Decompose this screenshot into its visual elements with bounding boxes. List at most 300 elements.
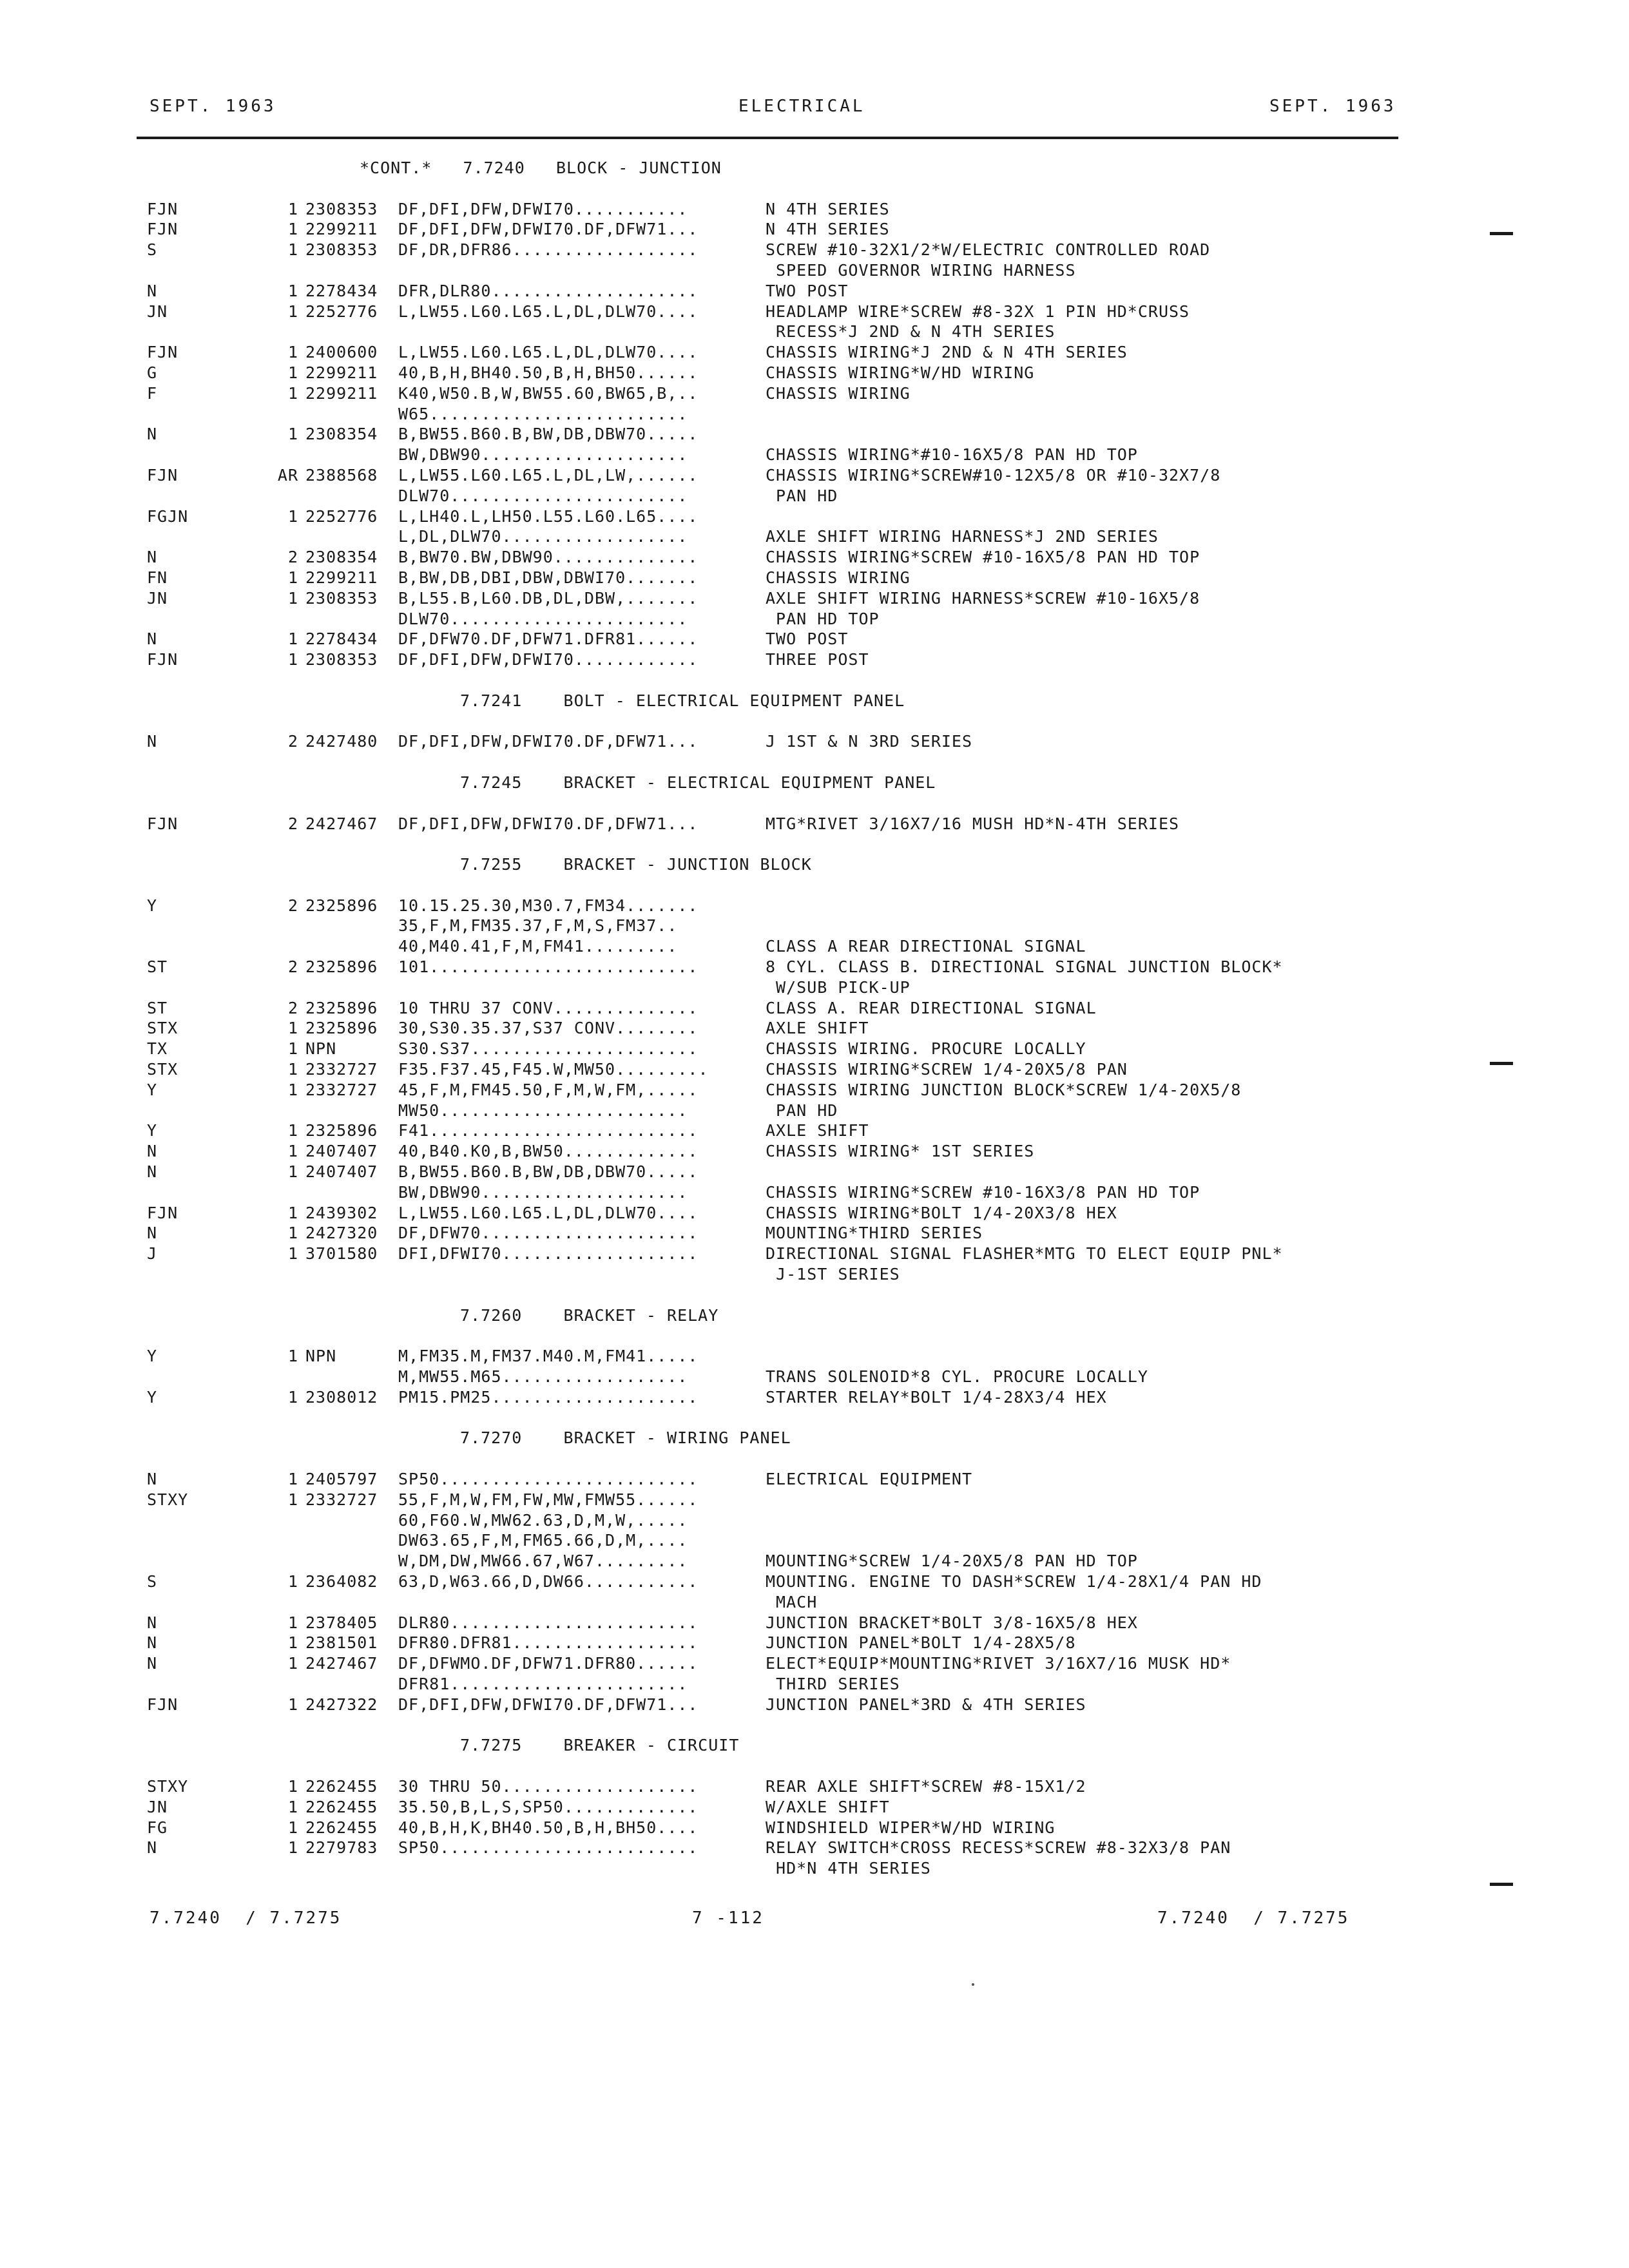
model-code: FJN — [147, 650, 178, 669]
model-code: N — [147, 548, 158, 567]
part-description: HD*N 4TH SERIES — [766, 1859, 931, 1878]
parts-row — [147, 1838, 1436, 1858]
section-heading: 7.7275 BREAKER - CIRCUIT — [460, 1736, 740, 1755]
model-code: N — [147, 1142, 158, 1161]
model-list: DFI,DFWI70................... — [398, 1244, 699, 1264]
parts-row — [147, 1695, 1436, 1715]
model-code: JN — [147, 302, 168, 321]
model-code: STX — [147, 1060, 178, 1079]
part-number: 2364082 — [305, 1571, 378, 1591]
parts-row — [147, 260, 1436, 281]
model-list: L,LH40.L,LH50.L55.L60.L65.... — [398, 506, 699, 526]
quantity: 1 — [287, 650, 298, 669]
part-description: CHASSIS WIRING. PROCURE LOCALLY — [766, 1039, 1086, 1059]
quantity: 1 — [287, 1060, 298, 1079]
quantity: 1 — [287, 343, 298, 362]
parts-list — [147, 158, 1436, 1879]
parts-row — [147, 568, 1436, 588]
parts-row — [147, 383, 1436, 404]
quantity: 1 — [287, 425, 298, 444]
part-number: 2427322 — [305, 1695, 378, 1714]
model-code: STX — [147, 1019, 178, 1038]
model-list: 63,D,W63.66,D,DW66........... — [398, 1571, 699, 1591]
part-number: 2427467 — [305, 1654, 378, 1673]
part-number: 2427480 — [305, 732, 378, 751]
model-code: S — [147, 1571, 158, 1591]
part-description: MTG*RIVET 3/16X7/16 MUSH HD*N-4TH SERIES — [766, 814, 1180, 833]
parts-row — [147, 1469, 1436, 1490]
model-code: J — [147, 1244, 158, 1264]
quantity: 1 — [287, 1818, 298, 1837]
quantity: 1 — [287, 1224, 298, 1243]
part-description: REAR AXLE SHIFT*SCREW #8-15X1/2 — [766, 1776, 1086, 1796]
parts-row — [147, 1776, 1436, 1797]
parts-row — [147, 526, 1436, 547]
quantity: 1 — [287, 1162, 298, 1182]
part-number: 2332727 — [305, 1080, 378, 1099]
quantity: 1 — [287, 1776, 298, 1796]
part-description: MOUNTING*THIRD SERIES — [766, 1224, 983, 1243]
section-heading-row — [147, 691, 1436, 711]
part-number: 2308353 — [305, 650, 378, 669]
part-number: 2279783 — [305, 1838, 378, 1858]
model-list: 60,F60.W,MW62.63,D,M,W,..... — [398, 1510, 688, 1530]
model-code: S — [147, 240, 158, 260]
part-description: CHASSIS WIRING*SCREW#10-12X5/8 OR #10-32X7/8 — [766, 465, 1221, 485]
part-description: CLASS A. REAR DIRECTIONAL SIGNAL — [766, 998, 1097, 1017]
part-number: 2325896 — [305, 1019, 378, 1038]
parts-row — [147, 896, 1436, 916]
part-description: AXLE SHIFT — [766, 1121, 869, 1140]
part-description: DIRECTIONAL SIGNAL FLASHER*MTG TO ELECT EQUIP PNL* — [766, 1244, 1283, 1264]
part-number: 2325896 — [305, 1121, 378, 1140]
model-list: DF,DFI,DFW,DFWI70.DF,DFW71... — [398, 220, 699, 239]
part-description: CHASSIS WIRING — [766, 383, 911, 403]
parts-row — [147, 424, 1436, 445]
part-description: AXLE SHIFT WIRING HARNESS*J 2ND SERIES — [766, 527, 1159, 546]
model-list: B,BW70.BW,DBW90.............. — [398, 548, 699, 567]
model-code: ST — [147, 957, 168, 977]
part-description: AXLE SHIFT — [766, 1019, 869, 1038]
part-number: 2439302 — [305, 1203, 378, 1222]
model-list: F41.......................... — [398, 1121, 699, 1140]
model-list: DFR80.DFR81.................. — [398, 1633, 699, 1653]
parts-row — [147, 506, 1436, 527]
quantity: 1 — [287, 1080, 298, 1099]
quantity: 1 — [287, 1121, 298, 1140]
quantity: 1 — [287, 363, 298, 382]
section-heading-row — [147, 773, 1436, 793]
parts-row — [147, 649, 1436, 670]
section-heading: 7.7241 BOLT - ELECTRICAL EQUIPMENT PANEL — [460, 691, 905, 710]
parts-row — [147, 1367, 1436, 1387]
part-number: 2308353 — [305, 199, 378, 218]
quantity: 1 — [287, 1470, 298, 1488]
part-number: 2299211 — [305, 568, 378, 587]
section-heading: *CONT.* 7.7240 BLOCK - JUNCTION — [360, 159, 722, 177]
model-code: N — [147, 1838, 158, 1858]
part-number: 2405797 — [305, 1470, 378, 1488]
parts-row — [147, 1244, 1436, 1264]
part-number: 2308353 — [305, 588, 378, 608]
model-list: 10 THRU 37 CONV.............. — [398, 998, 699, 1017]
model-list: DF,DFI,DFW,DFWI70.DF,DFW71... — [398, 732, 699, 751]
model-code: N — [147, 1613, 158, 1632]
model-list: SP50......................... — [398, 1470, 699, 1488]
part-description: CHASSIS WIRING — [766, 568, 911, 587]
part-number: 2278434 — [305, 281, 378, 300]
part-description: W/SUB PICK-UP — [766, 977, 911, 997]
model-list: L,LW55.L60.L65.L,DL,DLW70.... — [398, 302, 699, 321]
footer-page-number: 7 -112 — [692, 1908, 764, 1928]
part-description: N 4TH SERIES — [766, 199, 890, 218]
model-list: DF,DFWMO.DF,DFW71.DFR80...... — [398, 1654, 699, 1673]
part-number: 2252776 — [305, 302, 378, 321]
header-section-title: ELECTRICAL — [738, 97, 865, 116]
section-heading-row — [147, 1428, 1436, 1448]
quantity: 1 — [287, 1490, 298, 1509]
part-number: 2299211 — [305, 220, 378, 239]
parts-row — [147, 1162, 1436, 1182]
part-description: JUNCTION PANEL*3RD & 4TH SERIES — [766, 1695, 1086, 1714]
parts-row — [147, 445, 1436, 465]
quantity: 1 — [287, 281, 298, 300]
model-list: DF,DFI,DFW,DFWI70.DF,DFW71... — [398, 814, 699, 833]
parts-row — [147, 916, 1436, 936]
page-speck — [972, 1983, 974, 1986]
part-number: NPN — [305, 1347, 337, 1366]
model-list: M,MW55.M65.................. — [398, 1367, 688, 1387]
model-list: B,BW,DB,DBI,DBW,DBWI70....... — [398, 568, 699, 587]
parts-row — [147, 1490, 1436, 1510]
quantity: 1 — [287, 588, 298, 608]
part-number: 2299211 — [305, 383, 378, 403]
parts-row — [147, 1858, 1436, 1879]
part-description: N 4TH SERIES — [766, 220, 890, 239]
quantity: 1 — [287, 302, 298, 321]
model-code: FN — [147, 568, 168, 587]
parts-row — [147, 1797, 1436, 1818]
model-code: N — [147, 281, 158, 300]
model-list: DF,DR,DFR86.................. — [398, 240, 699, 260]
part-description: CHASSIS WIRING*SCREW #10-16X5/8 PAN HD TOP — [766, 548, 1200, 567]
model-list: B,BW55.B60.B,BW,DB,DBW70..... — [398, 1162, 699, 1182]
model-code: N — [147, 732, 158, 751]
parts-row — [147, 240, 1436, 260]
section-heading: 7.7260 BRACKET - RELAY — [460, 1305, 719, 1325]
model-list: DF,DFI,DFW,DFWI70.DF,DFW71... — [398, 1695, 699, 1714]
model-code: N — [147, 629, 158, 649]
part-description: SCREW #10-32X1/2*W/ELECTRIC CONTROLLED ROAD — [766, 240, 1211, 260]
part-number: NPN — [305, 1039, 337, 1059]
parts-row — [147, 342, 1436, 363]
quantity: 1 — [287, 1571, 298, 1591]
footer-range-left: 7.7240 / 7.7275 — [149, 1908, 342, 1928]
parts-row — [147, 1613, 1436, 1633]
model-code: Y — [147, 896, 158, 915]
margin-mark — [1490, 1883, 1513, 1886]
parts-row — [147, 363, 1436, 383]
model-list: BW,DBW90.................... — [398, 445, 688, 465]
part-description: CHASSIS WIRING*SCREW 1/4-20X5/8 PAN — [766, 1060, 1128, 1079]
model-code: FGJN — [147, 506, 189, 526]
part-number: 2262455 — [305, 1797, 378, 1816]
model-code: FJN — [147, 220, 178, 239]
part-description: TWO POST — [766, 629, 849, 649]
header-rule — [137, 137, 1398, 139]
part-number: 2325896 — [305, 896, 378, 915]
part-number: 2325896 — [305, 998, 378, 1017]
parts-row — [147, 731, 1436, 752]
quantity: 1 — [287, 629, 298, 649]
parts-row — [147, 281, 1436, 302]
model-list: 40,B,H,BH40.50,B,H,BH50...... — [398, 363, 699, 382]
model-list: DLR80........................ — [398, 1613, 699, 1632]
section-spacer — [147, 752, 1436, 773]
quantity: 1 — [287, 1654, 298, 1673]
quantity: 2 — [287, 814, 298, 833]
model-list: DF,DFW70.DF,DFW71.DFR81...... — [398, 629, 699, 649]
quantity: 1 — [287, 1797, 298, 1816]
model-list: B,BW55.B60.B,BW,DB,DBW70..... — [398, 425, 699, 444]
part-number: 2427320 — [305, 1224, 378, 1243]
part-number: 2308012 — [305, 1387, 378, 1407]
parts-row — [147, 1571, 1436, 1592]
section-spacer — [147, 1715, 1436, 1736]
part-number: 2400600 — [305, 343, 378, 362]
model-list: M,FM35.M,FM37.M40.M,FM41..... — [398, 1347, 699, 1366]
part-number: 2262455 — [305, 1818, 378, 1837]
part-description: THREE POST — [766, 650, 869, 669]
section-spacer — [147, 793, 1436, 814]
model-list: DW63.65,F,M,FM65.66,D,M,.... — [398, 1531, 688, 1550]
part-description: MOUNTING. ENGINE TO DASH*SCREW 1/4-28X1/4 PAN HD — [766, 1571, 1262, 1591]
parts-row — [147, 1346, 1436, 1367]
section-spacer — [147, 875, 1436, 896]
part-description: HEADLAMP WIRE*SCREW #8-32X 1 PIN HD*CRUSS — [766, 302, 1190, 321]
model-list: 30,S30.35.37,S37 CONV........ — [398, 1019, 699, 1038]
quantity: 1 — [287, 1019, 298, 1038]
quantity: 1 — [287, 240, 298, 260]
model-code: FJN — [147, 814, 178, 833]
parts-row — [147, 609, 1436, 629]
model-list: 10.15.25.30,M30.7,FM34....... — [398, 896, 699, 915]
model-list: L,DL,DLW70.................. — [398, 527, 688, 546]
footer-range-right: 7.7240 / 7.7275 — [1157, 1908, 1350, 1928]
model-code: ST — [147, 998, 168, 1017]
quantity: 2 — [287, 896, 298, 915]
section-spacer — [147, 1408, 1436, 1428]
model-list: 55,F,M,W,FM,FW,MW,FMW55...... — [398, 1490, 699, 1509]
part-description: TRANS SOLENOID*8 CYL. PROCURE LOCALLY — [766, 1367, 1148, 1387]
model-list: 35,F,M,FM35.37,F,M,S,FM37.. — [398, 916, 678, 936]
parts-row — [147, 629, 1436, 649]
section-heading: 7.7270 BRACKET - WIRING PANEL — [460, 1428, 791, 1448]
quantity: 1 — [287, 1142, 298, 1161]
section-spacer — [147, 1325, 1436, 1346]
part-description: TWO POST — [766, 281, 849, 300]
quantity: 1 — [287, 383, 298, 403]
parts-row — [147, 977, 1436, 998]
model-code: N — [147, 1162, 158, 1182]
part-number: 2388568 — [305, 465, 378, 485]
part-description: SPEED GOVERNOR WIRING HARNESS — [766, 260, 1076, 280]
model-list: 101.......................... — [398, 957, 699, 977]
model-code: Y — [147, 1080, 158, 1099]
section-heading: 7.7245 BRACKET - ELECTRICAL EQUIPMENT PANEL — [460, 773, 936, 792]
model-list: B,L55.B,L60.DB,DL,DBW,....... — [398, 588, 699, 608]
model-list: DF,DFI,DFW,DFWI70............ — [398, 650, 699, 669]
model-list: L,LW55.L60.L65.L,DL,DLW70.... — [398, 1203, 699, 1222]
part-description: J-1ST SERIES — [766, 1265, 900, 1284]
quantity: 2 — [287, 548, 298, 567]
model-list: PM15.PM25.................... — [398, 1387, 699, 1407]
margin-mark — [1490, 1062, 1513, 1065]
section-spacer — [147, 1756, 1436, 1776]
quantity: 1 — [287, 1613, 298, 1632]
part-number: 2427467 — [305, 814, 378, 833]
model-code: FJN — [147, 343, 178, 362]
section-heading-row — [147, 854, 1436, 875]
part-description: RECESS*J 2ND & N 4TH SERIES — [766, 322, 1055, 341]
model-list: SP50......................... — [398, 1838, 699, 1858]
parts-row — [147, 1080, 1436, 1100]
model-code: TX — [147, 1039, 168, 1059]
model-code: N — [147, 1224, 158, 1243]
part-description: PAN HD TOP — [766, 609, 880, 628]
model-list: W65......................... — [398, 404, 688, 423]
quantity: 2 — [287, 998, 298, 1017]
part-number: 2308353 — [305, 240, 378, 260]
part-description: CHASSIS WIRING JUNCTION BLOCK*SCREW 1/4-20X5/8 — [766, 1080, 1242, 1099]
model-list: 40,B40.K0,B,BW50............. — [398, 1142, 699, 1161]
quantity: 1 — [287, 506, 298, 526]
header-date-right: SEPT. 1963 — [1269, 97, 1396, 116]
part-number: 2332727 — [305, 1060, 378, 1079]
model-code: N — [147, 1654, 158, 1673]
parts-row — [147, 1182, 1436, 1203]
parts-row — [147, 1818, 1436, 1838]
part-description: CHASSIS WIRING*J 2ND & N 4TH SERIES — [766, 343, 1128, 362]
parts-row — [147, 936, 1436, 957]
model-list: 40,M40.41,F,M,FM41......... — [398, 937, 678, 956]
part-number: 3701580 — [305, 1244, 378, 1264]
part-number: 2252776 — [305, 506, 378, 526]
parts-row — [147, 1653, 1436, 1674]
quantity: 1 — [287, 1347, 298, 1366]
model-list: F35.F37.45,F45.W,MW50......... — [398, 1060, 709, 1079]
parts-row — [147, 1141, 1436, 1162]
model-list: 30 THRU 50................... — [398, 1776, 699, 1796]
quantity: 1 — [287, 568, 298, 587]
part-number: 2378405 — [305, 1613, 378, 1632]
parts-row — [147, 465, 1436, 486]
parts-row — [147, 998, 1436, 1019]
part-description: WINDSHIELD WIPER*W/HD WIRING — [766, 1818, 1055, 1837]
model-code: FJN — [147, 1203, 178, 1222]
model-list: S30.S37...................... — [398, 1039, 699, 1059]
part-number: 2262455 — [305, 1776, 378, 1796]
part-description: W/AXLE SHIFT — [766, 1797, 890, 1816]
model-code: Y — [147, 1121, 158, 1140]
model-list: W,DM,DW,MW66.67,W67......... — [398, 1552, 688, 1571]
parts-row — [147, 1674, 1436, 1695]
model-code: JN — [147, 1797, 168, 1816]
model-list: MW50........................ — [398, 1100, 688, 1120]
model-list: DLW70....................... — [398, 486, 688, 505]
part-description: CHASSIS WIRING* 1ST SERIES — [766, 1142, 1035, 1161]
parts-row — [147, 814, 1436, 834]
part-description: STARTER RELAY*BOLT 1/4-28X3/4 HEX — [766, 1387, 1107, 1407]
section-spacer — [147, 1448, 1436, 1469]
parts-row — [147, 1387, 1436, 1408]
section-heading-row — [147, 1305, 1436, 1326]
parts-row — [147, 1510, 1436, 1531]
model-code: N — [147, 1633, 158, 1653]
section-heading: 7.7255 BRACKET - JUNCTION BLOCK — [460, 855, 812, 874]
quantity: 1 — [287, 1039, 298, 1059]
parts-row — [147, 957, 1436, 977]
model-list: DF,DFI,DFW,DFWI70........... — [398, 199, 688, 218]
parts-row — [147, 588, 1436, 609]
model-code: FJN — [147, 1695, 178, 1714]
model-code: G — [147, 363, 158, 382]
parts-row — [147, 1100, 1436, 1121]
section-spacer — [147, 834, 1436, 854]
parts-row — [147, 1592, 1436, 1613]
part-number: 2407407 — [305, 1162, 378, 1182]
section-spacer — [147, 670, 1436, 691]
part-number: 2381501 — [305, 1633, 378, 1653]
model-list: 40,B,H,K,BH40.50,B,H,BH50.... — [398, 1818, 699, 1837]
parts-row — [147, 1059, 1436, 1080]
parts-row — [147, 404, 1436, 425]
model-list: 35.50,B,L,S,SP50............. — [398, 1797, 699, 1816]
part-description: JUNCTION PANEL*BOLT 1/4-28X5/8 — [766, 1633, 1076, 1653]
model-code: F — [147, 383, 158, 403]
model-code: N — [147, 1470, 158, 1488]
parts-row — [147, 1633, 1436, 1653]
part-number: 2278434 — [305, 629, 378, 649]
parts-row — [147, 1551, 1436, 1571]
model-list: 45,F,M,FM45.50,F,M,W,FM,..... — [398, 1080, 699, 1099]
quantity: 2 — [287, 732, 298, 751]
parts-row — [147, 1039, 1436, 1059]
parts-row — [147, 199, 1436, 220]
part-number: 2332727 — [305, 1490, 378, 1509]
model-code: STXY — [147, 1776, 189, 1796]
part-number: 2308354 — [305, 548, 378, 567]
section-heading-row — [147, 158, 1436, 178]
section-spacer — [147, 178, 1436, 199]
model-code: STXY — [147, 1490, 189, 1509]
model-code: FJN — [147, 199, 178, 218]
model-list: BW,DBW90.................... — [398, 1182, 688, 1202]
part-number: 2308354 — [305, 425, 378, 444]
section-spacer — [147, 711, 1436, 732]
header-date-left: SEPT. 1963 — [149, 97, 276, 116]
parts-row — [147, 322, 1436, 342]
model-code: Y — [147, 1387, 158, 1407]
part-description: AXLE SHIFT WIRING HARNESS*SCREW #10-16X5/8 — [766, 588, 1200, 608]
quantity: AR — [277, 465, 298, 485]
parts-row — [147, 302, 1436, 322]
model-code: N — [147, 425, 158, 444]
model-code: FJN — [147, 465, 178, 485]
model-code: FG — [147, 1818, 168, 1837]
part-description: CHASSIS WIRING*BOLT 1/4-20X3/8 HEX — [766, 1203, 1117, 1222]
model-list: K40,W50.B,W,BW55.60,BW65,B,.. — [398, 383, 699, 403]
